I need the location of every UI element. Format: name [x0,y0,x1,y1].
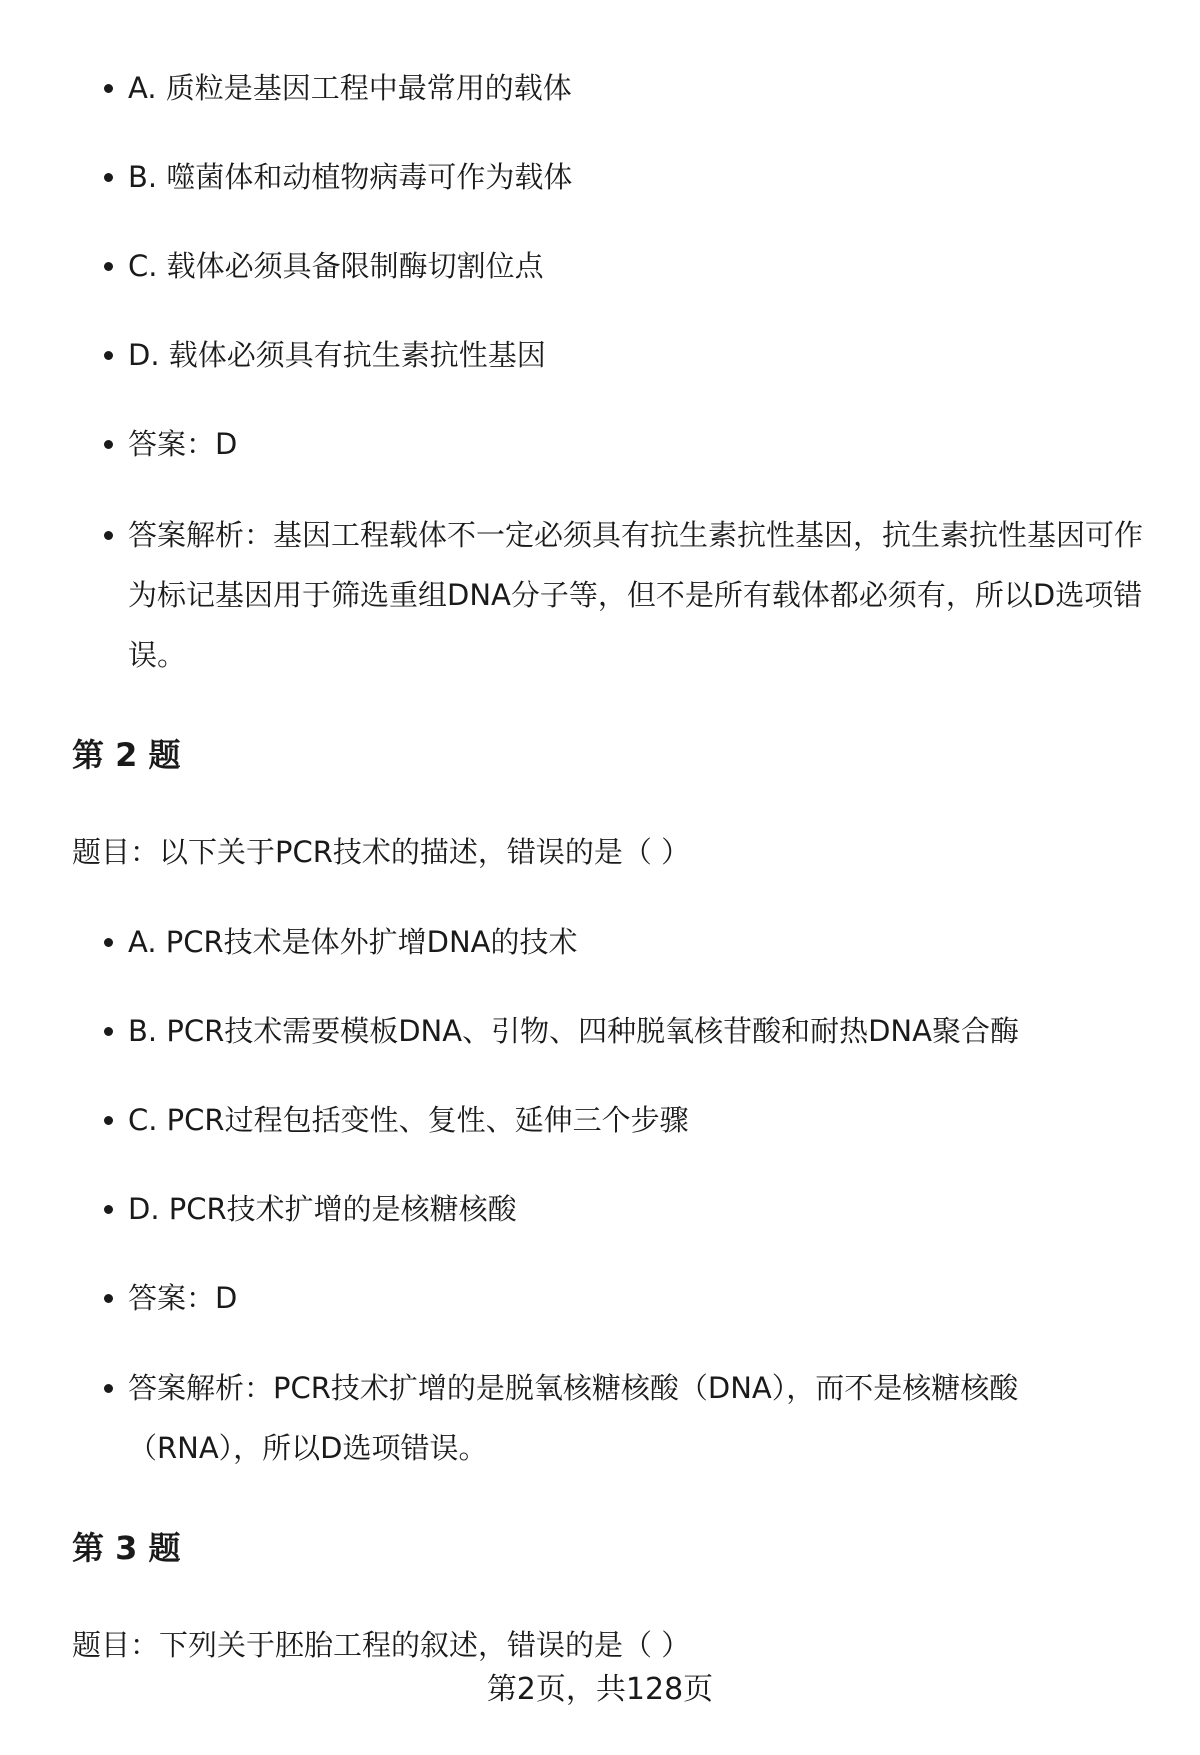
q2-stem: 题目：以下关于PCR技术的描述，错误的是（ ） [72,835,691,869]
q1-option-c: C. 载体必须具备限制酶切割位点 [128,236,1148,296]
q2-option-c: C. PCR过程包括变性、复性、延伸三个步骤 [128,1090,1148,1150]
q2-option-d: D. PCR技术扩增的是核糖核酸 [128,1179,1148,1239]
q1-option-d: D. 载体必须具有抗生素抗性基因 [128,325,1148,385]
q1-option-b: B. 噬菌体和动植物病毒可作为载体 [128,147,1148,207]
q2-answer: 答案：D [128,1268,1148,1328]
q1-answer: 答案：D [128,414,1148,474]
q2-option-a: A. PCR技术是体外扩增DNA的技术 [128,912,1148,972]
q3-stem: 题目：下列关于胚胎工程的叙述，错误的是（ ） [72,1628,691,1662]
q1-option-a: A. 质粒是基因工程中最常用的载体 [128,58,1148,118]
q2-option-b: B. PCR技术需要模板DNA、引物、四种脱氧核苷酸和耐热DNA聚合酶 [128,1001,1148,1061]
q2-heading: 第 2 题 [72,736,181,774]
q1-explanation: 答案解析：基因工程载体不一定必须具有抗生素抗性基因，抗生素抗性基因可作为标记基因用于筛选重组DNA分子等，但不是所有载体都必须有，所以D选项错误。 [128,505,1148,685]
q3-heading: 第 3 题 [72,1529,181,1567]
q2-explanation: 答案解析：PCR技术扩增的是脱氧核糖核酸（DNA），而不是核糖核酸（RNA），所以D选项错误。 [128,1358,1148,1478]
page-number: 第2页，共128页 [486,1672,714,1707]
